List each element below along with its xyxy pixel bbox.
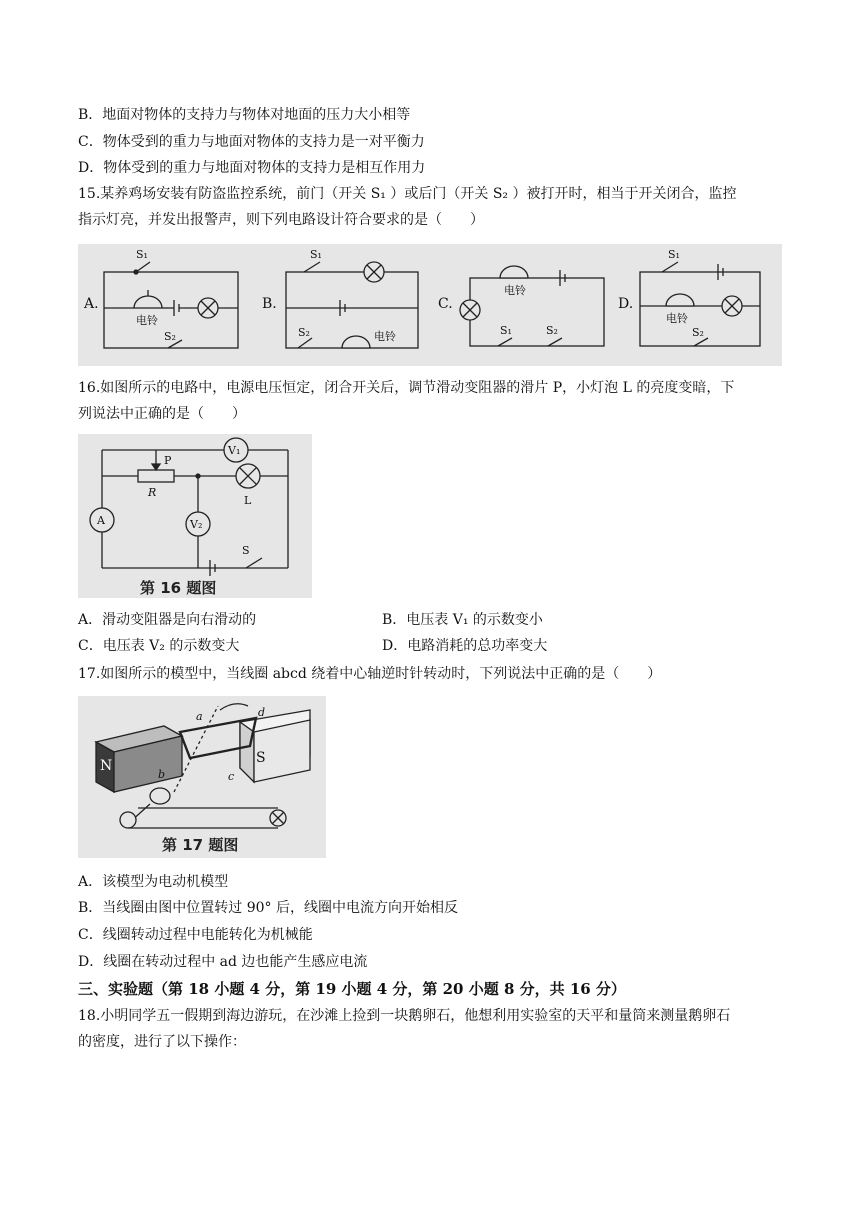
q15-label-a: A. (84, 296, 99, 312)
q15-a-bell: 电铃 (136, 314, 158, 327)
q15-label-c: C. (438, 296, 453, 312)
q18-stem-line2: 的密度，进行了以下操作： (78, 1034, 246, 1050)
q16-option-b: B．电压表 V₁ 的示数变小 (382, 612, 543, 628)
q15-b-s2: S₂ (298, 326, 310, 339)
q15-a-s2: S₂ (164, 330, 176, 343)
q15-label-d: D. (618, 296, 634, 312)
q15-a-s1: S₁ (136, 248, 148, 261)
q15-b-bell: 电铃 (374, 330, 396, 343)
q15-label-b: B. (262, 296, 277, 312)
q14-option-c: C．物体受到的重力与地面对物体的支持力是一对平衡力 (78, 134, 425, 150)
q15-c-bell: 电铃 (504, 284, 526, 297)
q15-b-s1: S₁ (310, 248, 322, 261)
q17-option-c: C．线圈转动过程中电能转化为机械能 (78, 927, 313, 943)
q16-r-label: R (148, 486, 157, 499)
q18-stem-line1: 18.小明同学五一假期到海边游玩，在沙滩上捡到一块鹅卵石，他想利用实验室的天平和量筒来测量鹅卵石 (78, 1008, 731, 1024)
q16-ammeter-label: A (97, 514, 105, 527)
q16-stem-line2: 列说法中正确的是（ ） (78, 406, 246, 422)
q15-stem-line2: 指示灯亮，并发出报警声，则下列电路设计符合要求的是（ ） (78, 212, 484, 228)
q15-c-s1: S₁ (500, 324, 512, 337)
q16-v2-label: V₂ (190, 518, 203, 531)
q16-option-c: C．电压表 V₂ 的示数变大 (78, 638, 240, 654)
q17-generator-figure (78, 696, 326, 858)
q15-d-s1: S₁ (668, 248, 680, 261)
q17-caption: 第 17 题图 (162, 836, 239, 854)
q16-stem-line1: 16.如图所示的电路中，电源电压恒定，闭合开关后，调节滑动变阻器的滑片 P，小灯泡 L 的亮度变暗，下 (78, 380, 735, 396)
q17-option-d: D．线圈在转动过程中 ad 边也能产生感应电流 (78, 954, 368, 970)
q17-c-label: c (228, 770, 235, 783)
q16-option-a: A．滑动变阻器是向右滑动的 (78, 612, 257, 628)
section3-heading: 三、实验题（第 18 小题 4 分，第 19 小题 4 分，第 20 小题 8 分，共 16 分） (78, 980, 626, 998)
q17-n-label: N (100, 758, 113, 774)
q17-option-b: B．当线圈由图中位置转过 90° 后，线圈中电流方向开始相反 (78, 900, 459, 916)
q16-v1-label: V₁ (228, 444, 241, 457)
q15-circuit-figure (78, 244, 782, 366)
q16-caption: 第 16 题图 (140, 579, 217, 597)
q15-d-s2: S₂ (692, 326, 704, 339)
q16-circuit-figure (78, 434, 312, 598)
q14-option-d: D．物体受到的重力与地面对物体的支持力是相互作用力 (78, 160, 426, 176)
q16-l-label: L (244, 494, 252, 507)
q17-b-label: b (158, 768, 166, 781)
q17-stem: 17.如图所示的模型中，当线圈 abcd 绕着中心轴逆时针转动时，下列说法中正确的是（ ） (78, 666, 662, 682)
q17-d-label: d (258, 706, 266, 719)
q16-p-label: P (164, 454, 172, 467)
q14-option-b: B．地面对物体的支持力与物体对地面的压力大小相等 (78, 107, 411, 123)
q17-option-a: A．该模型为电动机模型 (78, 874, 229, 890)
q15-d-bell: 电铃 (666, 312, 688, 325)
q16-option-d: D．电路消耗的总功率变大 (382, 638, 548, 654)
q16-s-label: S (242, 544, 250, 557)
q15-stem-line1: 15.某养鸡场安装有防盗监控系统，前门（开关 S₁ ）或后门（开关 S₂ ）被打开时，相当于开关闭合，监控 (78, 186, 737, 202)
q15-c-s2: S₂ (546, 324, 558, 337)
q17-s-label: S (256, 750, 266, 766)
q17-a-label: a (196, 710, 203, 723)
